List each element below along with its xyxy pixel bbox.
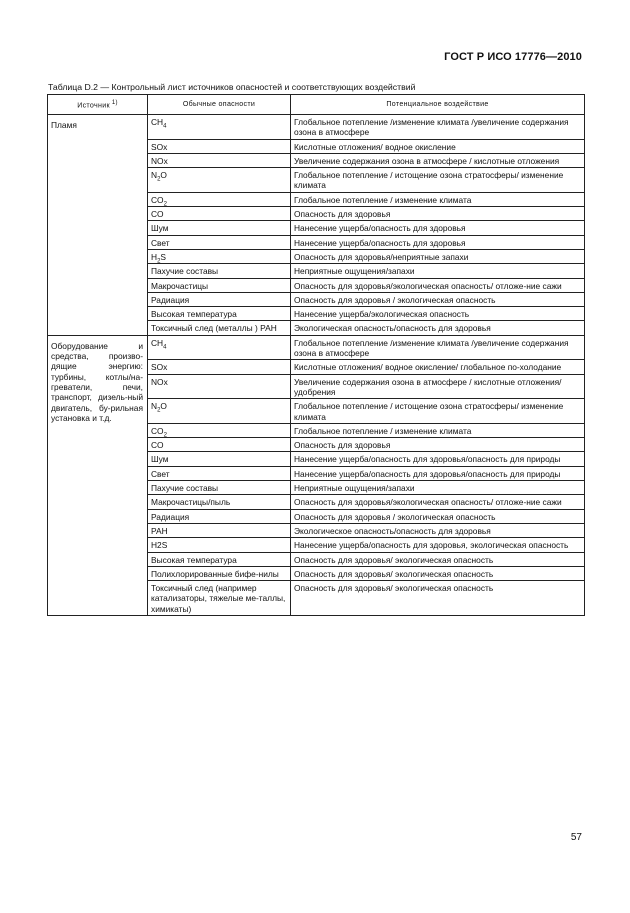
hazard-cell xyxy=(148,168,291,193)
hazard-cell xyxy=(148,523,291,537)
hazard-cell xyxy=(148,249,291,263)
hazard-cell xyxy=(148,335,291,360)
column-header-hazard: Обычные опасности xyxy=(148,95,291,115)
effect-cell: Неприятные ощущения/запахи xyxy=(291,264,585,278)
hazard-subscript: 4 xyxy=(163,123,167,130)
hazard-cell xyxy=(148,307,291,321)
effect-cell: Опасность для здоровья/неприятные запахи xyxy=(291,249,585,263)
column-header-effect: Потенциальное воздействие xyxy=(291,95,585,115)
hazard-text: РАН xyxy=(151,525,168,536)
document-id: ГОСТ Р ИСО 17776—2010 xyxy=(444,51,582,63)
hazard-text: CO xyxy=(151,425,164,436)
table-caption: Таблица D.2 — Контрольный лист источников опасностей и соответствующих воздействий xyxy=(48,82,416,92)
hazard-cell xyxy=(148,153,291,167)
hazard-subscript: 4 xyxy=(163,344,167,351)
effect-cell: Глобальное потепление / изменение климата xyxy=(291,192,585,206)
hazard-text: Макрочастицы/пыль xyxy=(151,497,231,508)
table-row xyxy=(48,115,585,140)
hazard-subscript: 2 xyxy=(163,432,167,439)
effect-cell: Глобальное потепление / изменение климата xyxy=(291,423,585,437)
hazard-cell xyxy=(148,115,291,140)
hazard-cell xyxy=(148,360,291,374)
effect-cell: Опасность для здоровья xyxy=(291,438,585,452)
hazard-text: Радиация xyxy=(151,511,190,522)
hazard-text: Полихлорированные бифе-нилы xyxy=(151,568,279,579)
hazard-subscript: 2 xyxy=(157,176,161,183)
hazard-text: N xyxy=(151,401,158,412)
hazard-subscript: 2 xyxy=(157,407,161,414)
hazard-text: CH xyxy=(151,337,164,348)
effect-cell: Опасность для здоровья/ экологическая опасность xyxy=(291,581,585,616)
hazard-cell xyxy=(148,566,291,580)
effect-cell: Глобальное потепление / истощение озона стратосферы/ изменение климата xyxy=(291,168,585,193)
hazard-cell xyxy=(148,207,291,221)
hazard-text: Шум xyxy=(151,223,169,234)
hazard-text: Шум xyxy=(151,454,169,465)
hazard-text: SOx xyxy=(151,362,168,373)
source-cell: Пламя xyxy=(48,115,148,336)
effect-cell: Увеличение содержания озона в атмосфере / кислотные отложения xyxy=(291,153,585,167)
effect-cell: Глобальное потепление /изменение климата /увеличение содержания озона в атмосфере xyxy=(291,115,585,140)
hazard-cell xyxy=(148,509,291,523)
footnote-marker: 1) xyxy=(111,100,118,107)
effect-cell: Экологическая опасность/опасность для здоровья xyxy=(291,321,585,335)
effect-cell: Опасность для здоровья xyxy=(291,207,585,221)
hazard-text: Свет xyxy=(151,237,170,248)
hazard-text: N xyxy=(151,170,158,181)
effect-cell: Кислотные отложения/ водное окисление/ глобальное по-холодание xyxy=(291,360,585,374)
hazard-cell xyxy=(148,264,291,278)
effect-cell: Нанесение ущерба/опасность для здоровья xyxy=(291,235,585,249)
hazard-text: SOx xyxy=(151,141,168,152)
hazard-cell xyxy=(148,139,291,153)
effect-cell: Опасность для здоровья / экологическая опасность xyxy=(291,292,585,306)
effect-cell: Неприятные ощущения/запахи xyxy=(291,481,585,495)
hazard-cell xyxy=(148,552,291,566)
hazard-cell xyxy=(148,452,291,466)
hazard-text: CO xyxy=(151,194,164,205)
hazard-suffix: S xyxy=(160,251,166,262)
hazard-cell xyxy=(148,581,291,616)
effect-cell: Глобальное потепление / истощение озона стратосферы/ изменение климата xyxy=(291,399,585,424)
hazard-cell xyxy=(148,481,291,495)
hazard-text: Радиация xyxy=(151,294,190,305)
hazard-suffix: O xyxy=(160,170,167,181)
hazard-cell xyxy=(148,399,291,424)
hazard-cell xyxy=(148,292,291,306)
column-header-source: Источник $^{1)}$ xyxy=(48,95,148,115)
hazard-text: Высокая температура xyxy=(151,554,237,565)
effect-cell: Опасность для здоровья/экологическая опасность/ отложе-ние сажи xyxy=(291,278,585,292)
hazard-cell xyxy=(148,278,291,292)
hazard-text: Макрочастицы xyxy=(151,280,209,291)
hazard-cell xyxy=(148,495,291,509)
hazard-suffix: O xyxy=(160,401,167,412)
hazard-text: Пахучие составы xyxy=(151,483,219,494)
effect-cell: Опасность для здоровья/ экологическая опасность xyxy=(291,566,585,580)
hazard-text: Пахучие составы xyxy=(151,266,219,277)
effect-cell: Увеличение содержания озона в атмосфере / кислотные отложения/удобрения xyxy=(291,374,585,399)
hazard-text: CO xyxy=(151,209,164,220)
hazard-cell xyxy=(148,466,291,480)
effect-cell: Опасность для здоровья/ экологическая опасность xyxy=(291,552,585,566)
table-row xyxy=(48,335,585,360)
effect-cell: Опасность для здоровья / экологическая опасность xyxy=(291,509,585,523)
hazard-subscript: 2 xyxy=(163,201,167,208)
effect-cell: Кислотные отложения/ водное окисление xyxy=(291,139,585,153)
effect-cell: Глобальное потепление /изменение климата /увеличение содержания озона в атмосфере xyxy=(291,335,585,360)
hazard-cell xyxy=(148,374,291,399)
effect-cell: Опасность для здоровья/экологическая опасность/ отложе-ние сажи xyxy=(291,495,585,509)
hazard-text: NOx xyxy=(151,376,168,387)
table-header-row xyxy=(48,95,585,115)
hazard-text: Токсичный след (металлы ) РАН xyxy=(151,323,277,334)
hazard-text: CH xyxy=(151,117,164,127)
hazard-text: H2S xyxy=(151,540,168,551)
hazard-cell xyxy=(148,235,291,249)
effect-cell: Нанесение ущерба/опасность для здоровья xyxy=(291,221,585,235)
hazard-cell xyxy=(148,423,291,437)
hazard-cell xyxy=(148,192,291,206)
source-cell: Оборудование и средства, произво-дящие энергию: турбины, котлы/на-греватели, печи, транспорт, дизель-ный двигатель, бу-рильная установка и т.д. xyxy=(48,335,148,615)
effect-cell: Нанесение ущерба/экологическая опасность xyxy=(291,307,585,321)
hazard-text: NOx xyxy=(151,155,168,166)
hazard-cell xyxy=(148,538,291,552)
effect-cell: Нанесение ущерба/опасность для здоровья/опасность для природы xyxy=(291,466,585,480)
hazard-text: Свет xyxy=(151,468,170,479)
hazard-cell xyxy=(148,321,291,335)
effect-cell: Нанесение ущерба/опасность для здоровья, экологическая опасность xyxy=(291,538,585,552)
hazard-checklist-table xyxy=(47,94,585,616)
hazard-text: Токсичный след (например катализаторы, тяжелые ме-таллы, химикаты) xyxy=(151,583,286,614)
effect-cell: Нанесение ущерба/опасность для здоровья/опасность для природы xyxy=(291,452,585,466)
page-number: 57 xyxy=(570,832,582,843)
effect-cell: Экологическое опасность/опасность для здоровья xyxy=(291,523,585,537)
hazard-text: H xyxy=(151,251,158,262)
hazard-text: Высокая температура xyxy=(151,309,237,320)
hazard-text: CO xyxy=(151,440,164,451)
hazard-cell xyxy=(148,438,291,452)
hazard-subscript: 2 xyxy=(157,258,161,265)
hazard-cell xyxy=(148,221,291,235)
